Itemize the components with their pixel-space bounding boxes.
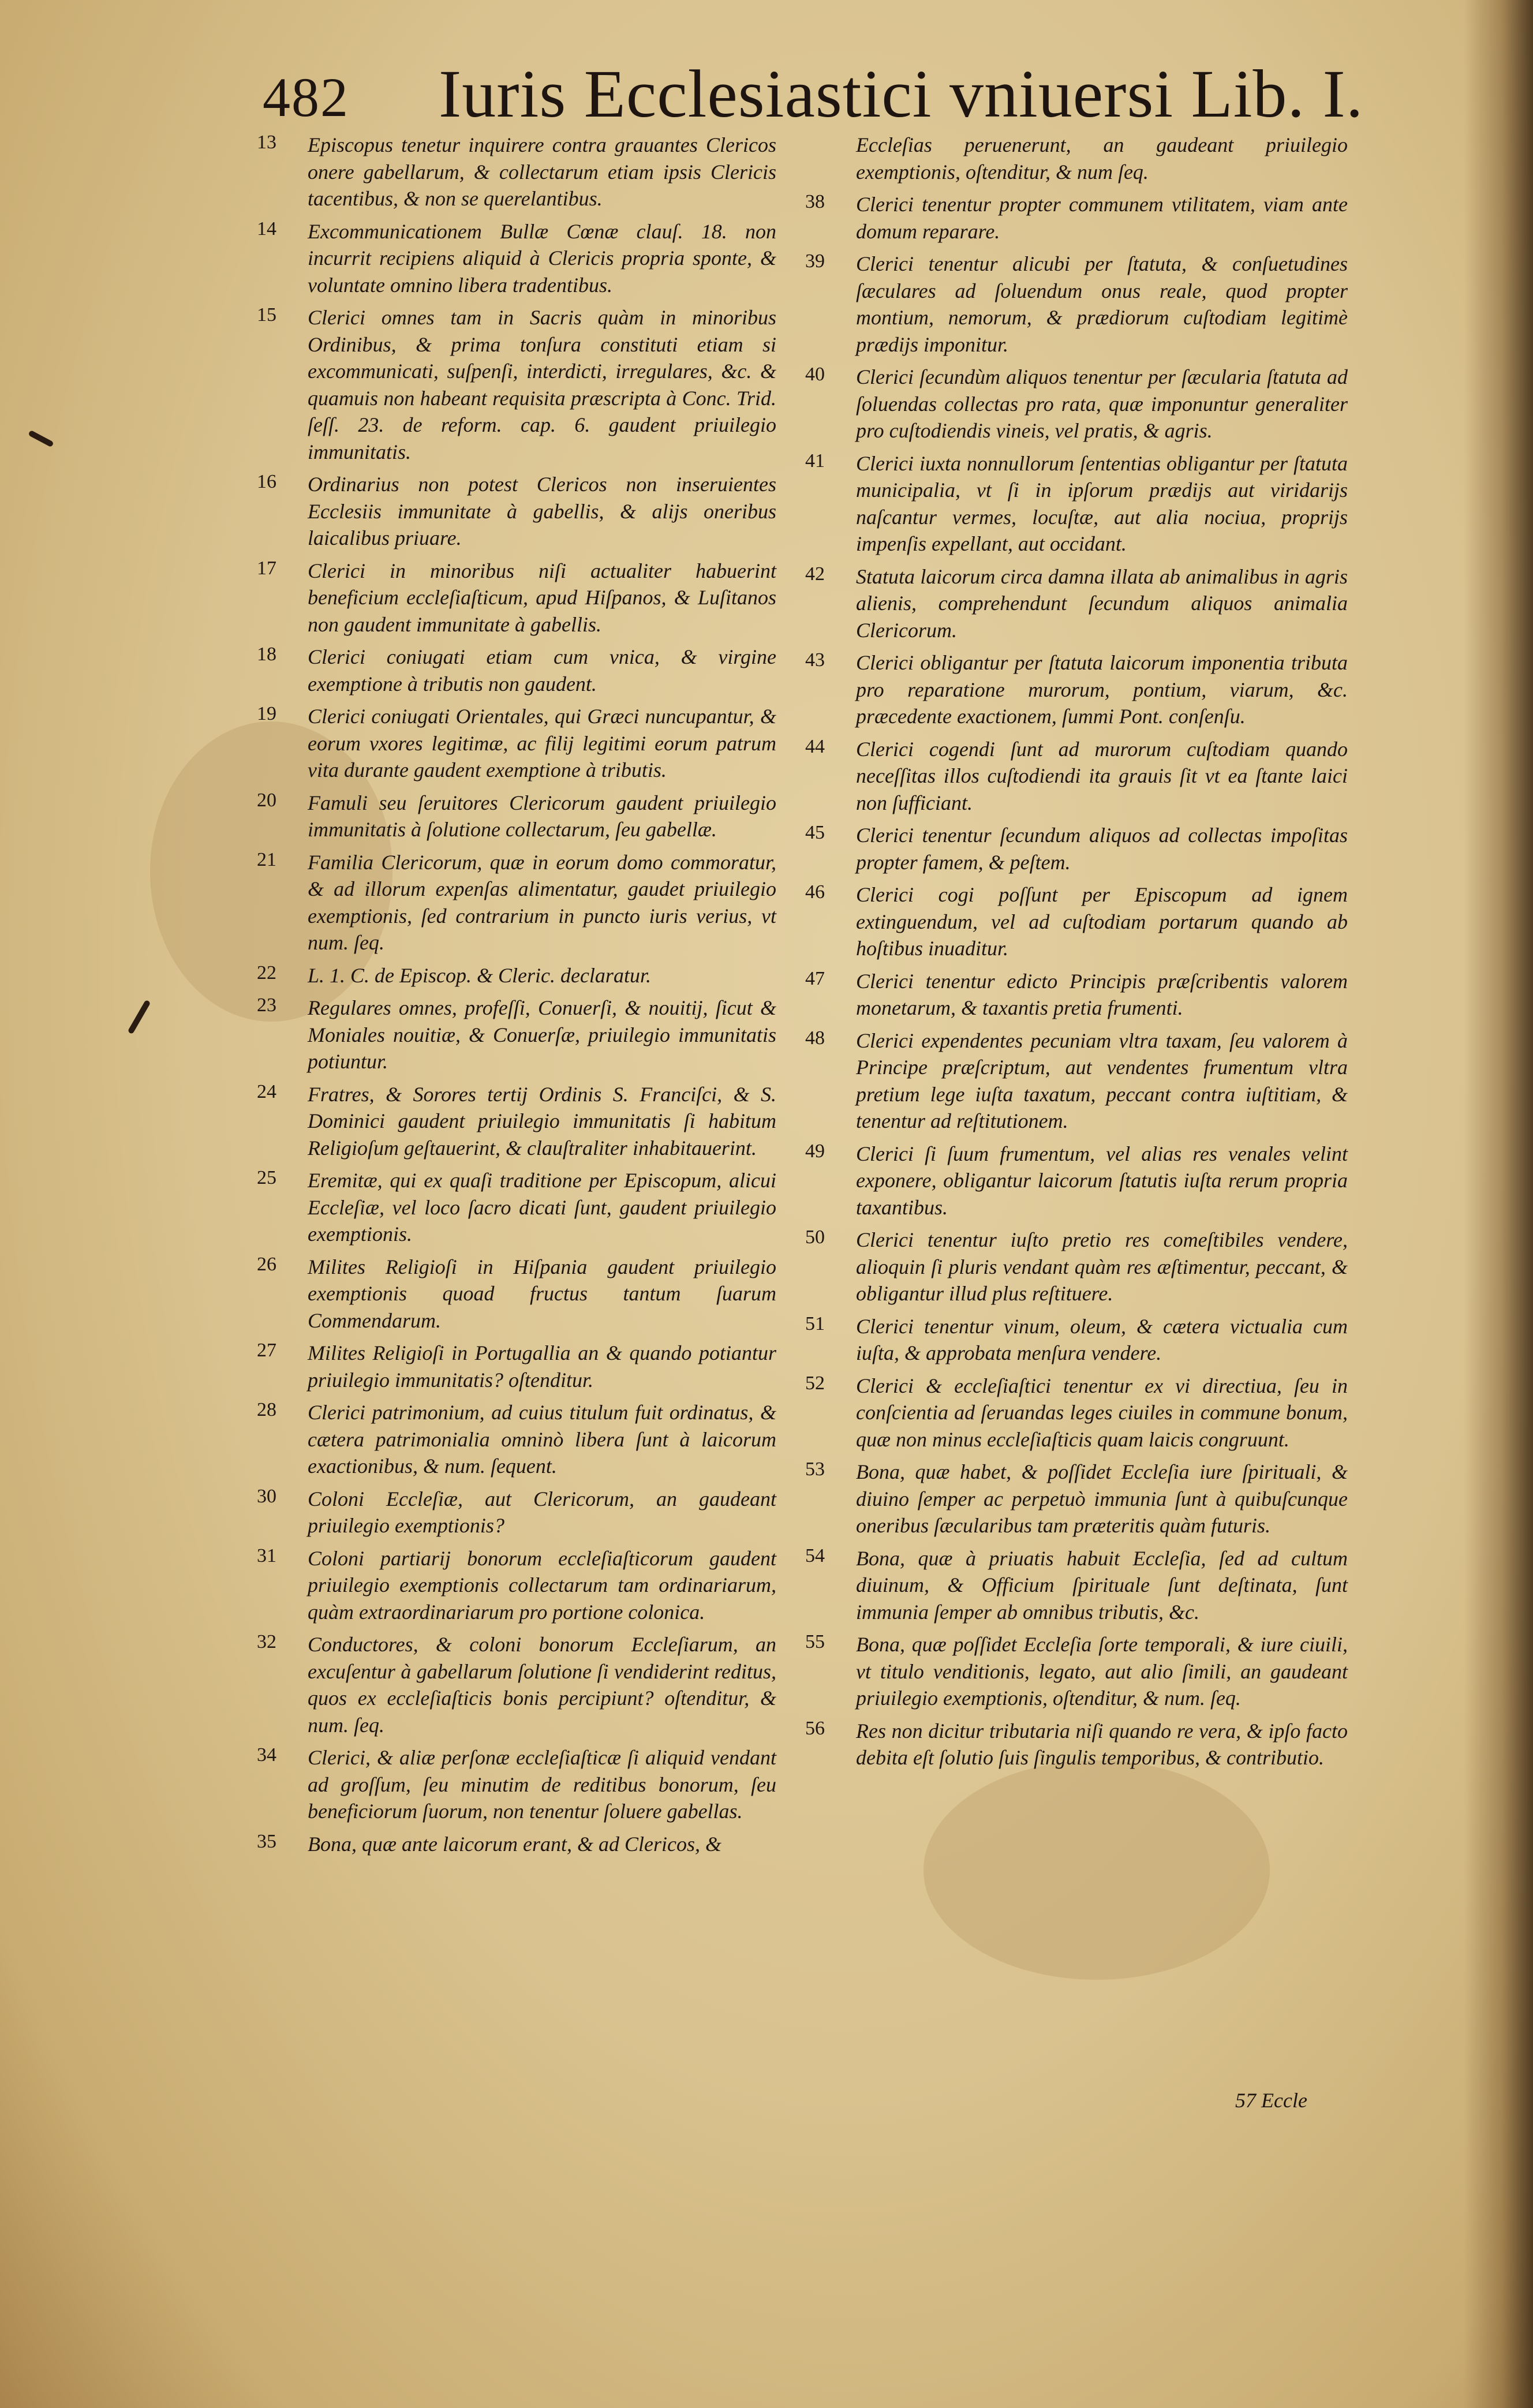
running-header xyxy=(263,55,1364,132)
entry-number: 56 xyxy=(805,1717,825,1739)
entry-number: 40 xyxy=(805,364,825,385)
index-entry xyxy=(805,1459,1348,1539)
index-entry xyxy=(257,962,776,989)
entry-number: 28 xyxy=(257,1399,276,1420)
entry-number: 16 xyxy=(257,471,276,492)
entry-text: Clerici expendentes pecuniam vltra taxam, ſeu valorem à Principe præſcriptum, aut vendentes frumentum vltra pretium lege iuſta taxatum, peccant contra iuſtitiam, & tenentur ad reſtitutionem. xyxy=(856,1029,1348,1132)
entry-text: Clerici & eccleſiaſtici tenentur ex vi directiua, ſeu in conſcientia ad ſeruandas leges ciuiles in commune bonum, quæ non minus eccleſiaſticis quam laicis congruunt. xyxy=(856,1374,1348,1451)
entry-text: Clerici ſi ſuum frumentum, vel alias res venales velint exponere, obligantur laicorum ſtatutis iuſta rerum propria taxantibus. xyxy=(856,1142,1348,1219)
entry-text: Bona, quæ poſſidet Eccleſia ſorte temporali, & iure ciuili, vt titulo venditionis, legato, aut alio ſimili, an gaudeant priuilegio exemptionis, oſtenditur, & num. ſeq. xyxy=(856,1633,1348,1710)
entry-text: Episcopus tenetur inquirere contra grauantes Clericos onere gabellarum, & collectarum etiam ipsis Clericis tacentibus, & non se querelantibus. xyxy=(308,133,776,210)
running-title: Iuris Ecclesiastici vniuersi Lib. I. xyxy=(439,56,1364,132)
entry-text: Bona, quæ ante laicorum erant, & ad Clericos, & xyxy=(308,1832,721,1856)
entry-text: Bona, quæ habet, & poſſidet Eccleſia iure ſpirituali, & diuino ſemper ac perpetuò immunia ſunt à quibuſcunque oneribus ſæcularibus tam præteritis quàm futuris. xyxy=(856,1460,1348,1537)
entry-number: 44 xyxy=(805,735,825,757)
entry-number: 50 xyxy=(805,1227,825,1248)
entry-number: 18 xyxy=(257,644,276,665)
index-entry xyxy=(805,132,1348,185)
index-entry xyxy=(805,1545,1348,1626)
ink-mark xyxy=(28,430,54,447)
left-column xyxy=(257,132,776,1863)
entry-number: 25 xyxy=(257,1167,276,1188)
entry-text: Excommunicationem Bullæ Cœnæ clauſ. 18. non incurrit recipiens aliquid à Clericis propria sponte, & voluntate omnino libera tradentibus. xyxy=(308,219,776,297)
entry-number: 45 xyxy=(805,822,825,843)
entry-text: Clerici tenentur propter communem vtilitatem, viam ante domum reparare. xyxy=(856,193,1348,243)
page-gutter-shadow xyxy=(1464,0,1533,2408)
entry-number: 32 xyxy=(257,1631,276,1652)
index-entry xyxy=(257,1545,776,1626)
entry-text: Clerici ſecundùm aliquos tenentur per ſæcularia ſtatuta ad ſoluendas collectas pro rata, quæ imponuntur generaliter pro cuſtodiendis vineis, vel pratis, & agris. xyxy=(856,365,1348,442)
index-entry xyxy=(805,822,1348,876)
index-entry xyxy=(257,1399,776,1480)
index-entry xyxy=(805,1631,1348,1712)
entry-number: 35 xyxy=(257,1830,276,1852)
entry-text: Clerici coniugati Orientales, qui Græci nuncupantur, & eorum vxores legitimæ, ac filij legitimi eorum patrum vita durante gaudent exemptione à tributis. xyxy=(308,705,776,782)
entry-number: 42 xyxy=(805,563,825,585)
entry-number: 48 xyxy=(805,1027,825,1049)
right-column xyxy=(805,132,1348,1777)
index-entry xyxy=(257,994,776,1075)
entry-number: 26 xyxy=(257,1253,276,1275)
index-entry xyxy=(805,1373,1348,1453)
index-entry xyxy=(805,1227,1348,1307)
entry-number: 52 xyxy=(805,1372,825,1394)
entry-text: Clerici cogendi ſunt ad murorum cuſtodiam quando neceſſitas illos cuſtodiendi ita grauis ſit vt ea ſtante laici non ſufficiant. xyxy=(856,737,1348,814)
entry-number: 24 xyxy=(257,1080,276,1102)
entry-text: Milites Religioſi in Portugallia an & quando potiantur priuilegio immunitatis? oſtenditur. xyxy=(308,1341,776,1392)
entry-text: L. 1. C. de Episcop. & Cleric. declaratur. xyxy=(308,963,651,987)
entry-text: Clerici cogi poſſunt per Episcopum ad ignem extinguendum, vel ad cuſtodiam portarum quando ab hoſtibus inuaditur. xyxy=(856,883,1348,960)
entry-number: 43 xyxy=(805,649,825,671)
entry-number: 38 xyxy=(805,191,825,212)
index-entry xyxy=(257,849,776,956)
index-entry xyxy=(257,218,776,299)
index-entry xyxy=(257,790,776,843)
index-entry xyxy=(805,881,1348,962)
entry-number: 54 xyxy=(805,1545,825,1566)
index-entry xyxy=(257,1831,776,1858)
entry-number: 17 xyxy=(257,557,276,579)
index-entry xyxy=(257,1486,776,1539)
index-entry xyxy=(805,1141,1348,1221)
entry-number: 34 xyxy=(257,1744,276,1766)
entry-text: Clerici tenentur ſecundum aliquos ad collectas impoſitas propter famem, & peſtem. xyxy=(856,824,1348,874)
paper-stain xyxy=(923,1760,1270,1980)
entry-text: Conductores, & coloni bonorum Eccleſiarum, an excuſentur à gabellarum ſolutione ſi vendiderint reditus, quos ex eccleſiaſticis bonis percipiunt? oſtenditur, & num. ſeq. xyxy=(308,1633,776,1737)
entry-text: Clerici omnes tam in Sacris quàm in minoribus Ordinibus, & prima tonſura constituti etiam si excommunicati, suſpenſi, interdicti, irregulares, &c. & quamuis non habeant requisita præscripta à Conc. Trid. ſeſſ. 23. de reform. cap. 6. gaudent priuilegio immunitatis. xyxy=(308,306,776,463)
entry-text: Ordinarius non potest Clericos non inseruientes Ecclesiis immunitate à gabellis, & alijs oneribus laicalibus priuare. xyxy=(308,473,776,549)
index-entry xyxy=(805,1027,1348,1135)
entry-text: Clerici iuxta nonnullorum ſententias obligantur per ſtatuta municipalia, vt ſi in ipſorum prædijs aut viridarijs naſcantur vermes, locuſtæ, aut alia nociua, proprijs impenſis expellant, aut occidant. xyxy=(856,451,1348,555)
entry-text: Bona, quæ à priuatis habuit Eccleſia, ſed ad cultum diuinum, & Officium ſpirituale ſunt deſtinata, ſunt immunia ſemper ab omnibus tributis, &c. xyxy=(856,1546,1348,1624)
index-entry xyxy=(805,968,1348,1022)
entry-number: 47 xyxy=(805,967,825,989)
entry-text: Coloni Eccleſiæ, aut Clericorum, an gaudeant priuilegio exemptionis? xyxy=(308,1487,776,1537)
index-entry xyxy=(257,1631,776,1738)
entry-number: 14 xyxy=(257,218,276,240)
entry-number: 39 xyxy=(805,250,825,272)
entry-number: 19 xyxy=(257,703,276,724)
entry-text: Clerici tenentur alicubi per ſtatuta, & conſuetudines ſæculares ad ſoluendum onus reale, quod propter montium, nemorum, & prædiorum cuſtodiam legitimè prædijs imponitur. xyxy=(856,252,1348,356)
entry-number: 13 xyxy=(257,132,276,153)
entry-number: 53 xyxy=(805,1459,825,1480)
entry-number: 15 xyxy=(257,304,276,326)
entry-text: Milites Religioſi in Hiſpania gaudent priuilegio exemptionis quoad fructus tantum ſuarum Commendarum. xyxy=(308,1255,776,1332)
entry-text: Clerici tenentur vinum, oleum, & cætera victualia cum iuſta, & approbata menſura vendere. xyxy=(856,1314,1348,1364)
ink-mark xyxy=(128,1000,151,1034)
entry-text: Res non dicitur tributaria niſi quando re vera, & ipſo facto debita eſt ſolutio ſuis ſingulis temporibus, & contributio. xyxy=(856,1719,1348,1769)
entry-text: Familia Clericorum, quæ in eorum domo commoratur, & ad illorum expenſas alimentatur, gaudet priuilegio exemptionis, ſed contrarium in puncto iuris verius, vt num. ſeq. xyxy=(308,850,776,954)
entry-number: 31 xyxy=(257,1545,276,1566)
index-entry xyxy=(805,250,1348,358)
index-entry xyxy=(805,649,1348,730)
entry-text: Eccleſias peruenerunt, an gaudeant priuilegio exemptionis, oſtenditur, & num ſeq. xyxy=(856,133,1348,184)
entry-number: 23 xyxy=(257,994,276,1016)
index-entry xyxy=(257,1167,776,1248)
entry-text: Clerici tenentur iuſto pretio res comeſtibiles vendere, alioquin ſi pluris vendant quàm res æſtimentur, peccant, & obligantur illud plus reſtituere. xyxy=(856,1228,1348,1305)
page-number: 482 xyxy=(263,66,349,128)
index-entry xyxy=(257,1254,776,1334)
entry-number: 22 xyxy=(257,962,276,984)
index-entry xyxy=(805,563,1348,644)
index-entry xyxy=(805,191,1348,245)
entry-text: Clerici, & aliæ perſonæ eccleſiaſticæ ſi aliquid vendant ad groſſum, ſeu minutim de reditibus bonorum, ſeu beneficiorum ſuorum, non tenentur ſoluere gabellas. xyxy=(308,1746,776,1823)
entry-number: 51 xyxy=(805,1313,825,1334)
entry-number: 41 xyxy=(805,450,825,472)
entry-text: Clerici coniugati etiam cum vnica, & virgine exemptione à tributis non gaudent. xyxy=(308,645,776,696)
index-entry xyxy=(805,450,1348,558)
index-entry xyxy=(257,132,776,212)
index-entry xyxy=(805,1718,1348,1771)
entry-number: 46 xyxy=(805,881,825,903)
entry-text: Eremitæ, qui ex quaſi traditione per Episcopum, alicui Eccleſiæ, vel loco ſacro dicati ſunt, gaudent priuilegio exemptionis. xyxy=(308,1169,776,1246)
entry-text: Famuli seu ſeruitores Clericorum gaudent priuilegio immunitatis à ſolutione collectarum, ſeu gabellæ. xyxy=(308,791,776,841)
entry-number: 21 xyxy=(257,848,276,870)
entry-number: 30 xyxy=(257,1485,276,1507)
index-entry xyxy=(257,471,776,552)
entry-text: Clerici tenentur edicto Principis præſcribentis valorem monetarum, & taxantis pretia frumenti. xyxy=(856,969,1348,1019)
index-entry xyxy=(257,1081,776,1162)
index-entry xyxy=(257,558,776,638)
index-entry xyxy=(257,703,776,784)
entry-number: 55 xyxy=(805,1631,825,1652)
index-entry xyxy=(257,304,776,465)
index-entry xyxy=(805,736,1348,817)
entry-text: Fratres, & Sorores tertij Ordinis S. Franciſci, & S. Dominici gaudent priuilegio immunitatis ſi habitum Religioſum geſtauerint, & clauſtraliter inhabitauerint. xyxy=(308,1082,776,1160)
entry-number: 27 xyxy=(257,1340,276,1361)
entry-text: Clerici in minoribus niſi actualiter habuerint beneficium eccleſiaſticum, apud Hiſpanos, & Luſitanos non gaudent immunitate à gabellis. xyxy=(308,559,776,636)
index-entry xyxy=(805,364,1348,444)
entry-text: Regulares omnes, profeſſi, Conuerſi, & nouitij, ſicut & Moniales nouitiæ, & Conuerſæ, priuilegio immunitatis potiuntur. xyxy=(308,996,776,1073)
entry-number: 49 xyxy=(805,1140,825,1162)
entry-text: Statuta laicorum circa damna illata ab animalibus in agris alienis, comprehendunt ſecundum aliquos animalia Clericorum. xyxy=(856,564,1348,642)
index-entry xyxy=(805,1313,1348,1367)
index-entry xyxy=(257,1340,776,1393)
entry-text: Clerici patrimonium, ad cuius titulum fuit ordinatus, & cætera patrimonialia omninò libera ſunt à laicorum exactionibus, & num. ſequent. xyxy=(308,1401,776,1478)
entry-number: 20 xyxy=(257,789,276,811)
entry-text: Clerici obligantur per ſtatuta laicorum imponentia tributa pro reparatione murorum, pontium, viarum, &c. præcedente exactionem, ſummi Pont. conſenſu. xyxy=(856,651,1348,728)
entry-text: Coloni partiarij bonorum eccleſiaſticorum gaudent priuilegio exemptionis collectarum tam ordinariarum, quàm extraordinariarum pro portione colonica. xyxy=(308,1546,776,1624)
catchword: 57 Eccle xyxy=(1235,2089,1307,2112)
index-entry xyxy=(257,1744,776,1825)
index-entry xyxy=(257,644,776,697)
